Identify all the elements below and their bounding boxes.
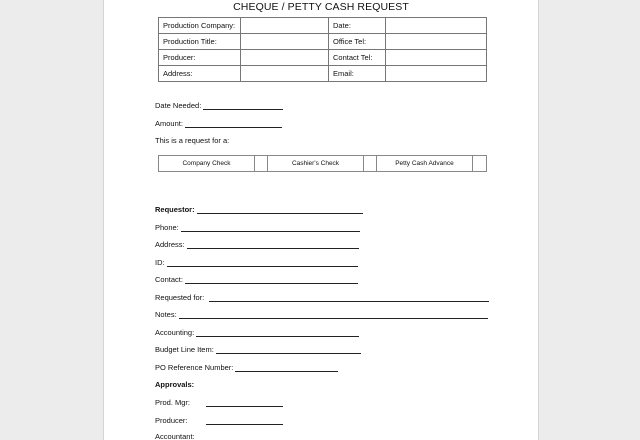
notes-field (155, 310, 488, 319)
accountant-field (155, 432, 195, 440)
producer-row-input[interactable] (241, 50, 329, 66)
document-title: CHEQUE / PETTY CASH REQUEST (233, 1, 409, 13)
id-field (155, 258, 358, 267)
po-reference-line[interactable] (235, 364, 338, 372)
date-label: Date: (329, 18, 386, 34)
production-company-label: Production Company: (159, 18, 241, 34)
table-row (159, 18, 487, 34)
address-row-input[interactable] (241, 66, 329, 82)
notes-label: Notes: (155, 310, 177, 319)
requestor-line[interactable] (197, 206, 363, 214)
production-title-input[interactable] (241, 34, 329, 50)
table-row (159, 156, 487, 172)
requested-for-label: Requested for: (155, 293, 205, 302)
amount-label: Amount: (155, 119, 183, 128)
id-line[interactable] (167, 259, 358, 267)
office-tel-label: Office Tel: (329, 34, 386, 50)
table-row (159, 34, 487, 50)
requested-for-field (155, 293, 489, 302)
date-needed-line[interactable] (203, 102, 283, 110)
office-tel-input[interactable] (386, 34, 487, 50)
approvals-heading: Approvals: (155, 380, 195, 389)
requestor-field (155, 205, 363, 214)
table-row (159, 50, 487, 66)
accountant-label: Accountant: (155, 432, 195, 440)
date-input[interactable] (386, 18, 487, 34)
date-needed-label: Date Needed: (155, 101, 202, 110)
producer-approval-line[interactable] (206, 417, 283, 425)
address-line[interactable] (187, 241, 359, 249)
production-info-table (158, 17, 487, 82)
cashiers-check-label: Cashier's Check (268, 156, 364, 172)
producer-row-label: Producer: (159, 50, 241, 66)
accounting-line[interactable] (196, 329, 359, 337)
accounting-label: Accounting: (155, 328, 195, 337)
cashiers-check-checkbox[interactable] (364, 156, 377, 172)
contact-line[interactable] (185, 276, 358, 284)
contact-label: Contact: (155, 275, 183, 284)
phone-label: Phone: (155, 223, 179, 232)
producer-approval-label: Producer: (155, 416, 188, 425)
petty-cash-advance-checkbox[interactable] (473, 156, 487, 172)
po-reference-field (155, 363, 338, 372)
phone-line[interactable] (181, 224, 360, 232)
requestor-label: Requestor: (155, 205, 195, 214)
request-options-table (158, 155, 487, 172)
id-label: ID: (155, 258, 165, 267)
document-page (103, 0, 539, 440)
requested-for-line[interactable] (209, 294, 489, 302)
po-reference-label: PO Reference Number: (155, 363, 234, 372)
amount-line[interactable] (185, 120, 282, 128)
table-row (159, 66, 487, 82)
email-label: Email: (329, 66, 386, 82)
contact-tel-input[interactable] (386, 50, 487, 66)
company-check-checkbox[interactable] (255, 156, 268, 172)
budget-line-field (155, 345, 361, 354)
phone-field (155, 223, 360, 232)
budget-line-line[interactable] (216, 346, 361, 354)
date-needed-field (155, 101, 283, 110)
notes-line[interactable] (179, 311, 488, 319)
request-for-label: This is a request for a: (155, 136, 230, 145)
production-title-label: Production Title: (159, 34, 241, 50)
accounting-field (155, 328, 359, 337)
amount-field (155, 119, 282, 128)
address-label: Address: (155, 240, 185, 249)
prod-mgr-field (155, 398, 283, 407)
contact-field (155, 275, 358, 284)
prod-mgr-line[interactable] (206, 399, 283, 407)
address-field (155, 240, 359, 249)
prod-mgr-label: Prod. Mgr: (155, 398, 191, 407)
contact-tel-label: Contact Tel: (329, 50, 386, 66)
company-check-label: Company Check (159, 156, 255, 172)
production-company-input[interactable] (241, 18, 329, 34)
budget-line-label: Budget Line Item: (155, 345, 214, 354)
email-input[interactable] (386, 66, 487, 82)
petty-cash-advance-label: Petty Cash Advance (377, 156, 473, 172)
address-row-label: Address: (159, 66, 241, 82)
producer-approval-field (155, 416, 283, 425)
